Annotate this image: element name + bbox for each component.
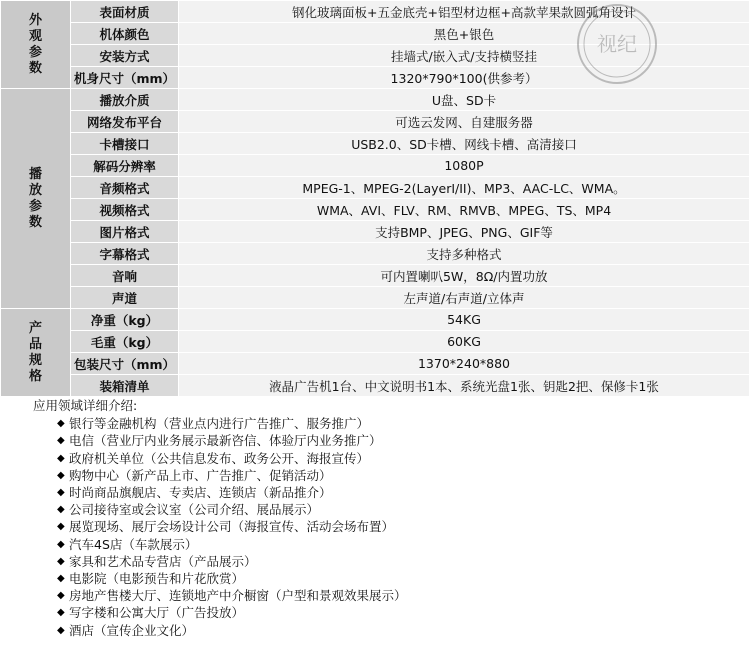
application-item-text: 时尚商品旗舰店、专卖店、连锁店（新品推介）: [69, 485, 332, 501]
spec-label: 机体颜色: [71, 23, 179, 45]
applications-title: 应用领域详细介绍:: [33, 398, 138, 413]
spec-value: 1370*240*880: [179, 353, 750, 375]
application-item: [57, 450, 733, 467]
application-item: [57, 415, 733, 432]
spec-value: 可选云发网、自建服务器: [179, 111, 750, 133]
spec-row: [1, 265, 750, 287]
spec-label: 机身尺寸（mm）: [71, 67, 179, 89]
spec-label: 播放介质: [71, 89, 179, 111]
spec-value: 可内置喇叭5W，8Ω/内置功放: [179, 265, 750, 287]
application-item-text: 汽车4S店（车款展示）: [69, 536, 198, 552]
spec-row: [1, 111, 750, 133]
diamond-bullet-icon: ◆: [57, 624, 65, 636]
diamond-bullet-icon: ◆: [57, 538, 65, 550]
spec-label: 网络发布平台: [71, 111, 179, 133]
spec-value: USB2.0、SD卡槽、网线卡槽、高清接口: [179, 133, 750, 155]
application-item: [57, 553, 733, 570]
spec-label: 毛重（kg）: [71, 331, 179, 353]
spec-value: U盘、SD卡: [179, 89, 750, 111]
spec-category: 外 观 参 数: [1, 1, 71, 89]
spec-value: 左声道/右声道/立体声: [179, 287, 750, 309]
application-item-text: 展览现场、展厅会场设计公司（海报宣传、活动会场布置）: [69, 519, 395, 535]
application-item-text: 银行等金融机构（营业点内进行广告推广、服务推广）: [69, 416, 370, 432]
diamond-bullet-icon: ◆: [57, 469, 65, 481]
spec-value: 钢化玻璃面板+五金底壳+铝型材边框+高款苹果款圆弧角设计: [179, 1, 750, 23]
diamond-bullet-icon: ◆: [57, 521, 65, 533]
spec-value: 支持多种格式: [179, 243, 750, 265]
application-item-text: 家具和艺术品专营店（产品展示）: [69, 553, 257, 569]
spec-row: [1, 67, 750, 89]
spec-label: 声道: [71, 287, 179, 309]
application-item: [57, 622, 733, 639]
application-item: [57, 432, 733, 449]
spec-row: [1, 199, 750, 221]
spec-value: 挂墙式/嵌入式/支持横竖挂: [179, 45, 750, 67]
spec-label: 解码分辨率: [71, 155, 179, 177]
spec-row: [1, 45, 750, 67]
spec-value: 1320*790*100(供参考）: [179, 67, 750, 89]
spec-value: 1080P: [179, 155, 750, 177]
spec-row: [1, 309, 750, 331]
diamond-bullet-icon: ◆: [57, 435, 65, 447]
diamond-bullet-icon: ◆: [57, 573, 65, 585]
spec-label: 表面材质: [71, 1, 179, 23]
diamond-bullet-icon: ◆: [57, 452, 65, 464]
spec-value: 54KG: [179, 309, 750, 331]
spec-label: 净重（kg）: [71, 309, 179, 331]
diamond-bullet-icon: ◆: [57, 487, 65, 499]
application-item: [57, 467, 733, 484]
spec-row: [1, 287, 750, 309]
spec-value: 支持BMP、JPEG、PNG、GIF等: [179, 221, 750, 243]
diamond-bullet-icon: ◆: [57, 555, 65, 567]
spec-row: [1, 23, 750, 45]
diamond-bullet-icon: ◆: [57, 607, 65, 619]
application-item: [57, 570, 733, 587]
application-item: [57, 518, 733, 535]
spec-row: [1, 155, 750, 177]
application-item-text: 酒店（宣传企业文化）: [69, 622, 195, 638]
application-item-text: 房地产售楼大厅、连锁地产中介橱窗（户型和景观效果展示）: [69, 588, 407, 604]
spec-category: 产 品 规 格: [1, 309, 71, 397]
application-item-text: 购物中心（新产品上市、广告推广、促销活动）: [69, 467, 332, 483]
diamond-bullet-icon: ◆: [57, 504, 65, 516]
applications-section: [33, 397, 733, 639]
applications-list: [33, 415, 733, 639]
spec-value: MPEG-1、MPEG-2(LayerI/II)、MP3、AAC-LC、WMA。: [179, 177, 750, 199]
spec-value: 黑色+银色: [179, 23, 750, 45]
spec-row: [1, 89, 750, 111]
spec-row: [1, 331, 750, 353]
application-item: [57, 536, 733, 553]
spec-category: 播 放 参 数: [1, 89, 71, 309]
application-item-text: 电信（营业厅内业务展示最新咨信、体验厅内业务推广）: [69, 433, 382, 449]
application-item-text: 电影院（电影预告和片花欣赏）: [69, 571, 245, 587]
spec-value: WMA、AVI、FLV、RM、RMVB、MPEG、TS、MP4: [179, 199, 750, 221]
application-item-text: 政府机关单位（公共信息发布、政务公开、海报宣传）: [69, 450, 370, 466]
spec-label: 字幕格式: [71, 243, 179, 265]
diamond-bullet-icon: ◆: [57, 590, 65, 602]
spec-label: 视频格式: [71, 199, 179, 221]
spec-row: [1, 133, 750, 155]
diamond-bullet-icon: ◆: [57, 418, 65, 430]
application-item-text: 写字楼和公寓大厅（广告投放）: [69, 605, 245, 621]
application-item: [57, 484, 733, 501]
spec-label: 包装尺寸（mm）: [71, 353, 179, 375]
spec-row: [1, 375, 750, 397]
application-item: [57, 587, 733, 604]
spec-label: 音响: [71, 265, 179, 287]
spec-table-body: [1, 1, 750, 397]
application-item-text: 公司接待室或会议室（公司介绍、展品展示）: [69, 502, 320, 518]
stamp-text: 视纪: [597, 32, 637, 56]
spec-row: [1, 353, 750, 375]
application-item: [57, 604, 733, 621]
spec-value: 60KG: [179, 331, 750, 353]
spec-label: 装箱清单: [71, 375, 179, 397]
spec-label: 图片格式: [71, 221, 179, 243]
spec-label: 卡槽接口: [71, 133, 179, 155]
spec-row: [1, 177, 750, 199]
spec-label: 安装方式: [71, 45, 179, 67]
spec-value: 液晶广告机1台、中文说明书1本、系统光盘1张、钥匙2把、保修卡1张: [179, 375, 750, 397]
spec-row: [1, 1, 750, 23]
spec-row: [1, 243, 750, 265]
spec-row: [1, 221, 750, 243]
spec-label: 音频格式: [71, 177, 179, 199]
application-item: [57, 501, 733, 518]
